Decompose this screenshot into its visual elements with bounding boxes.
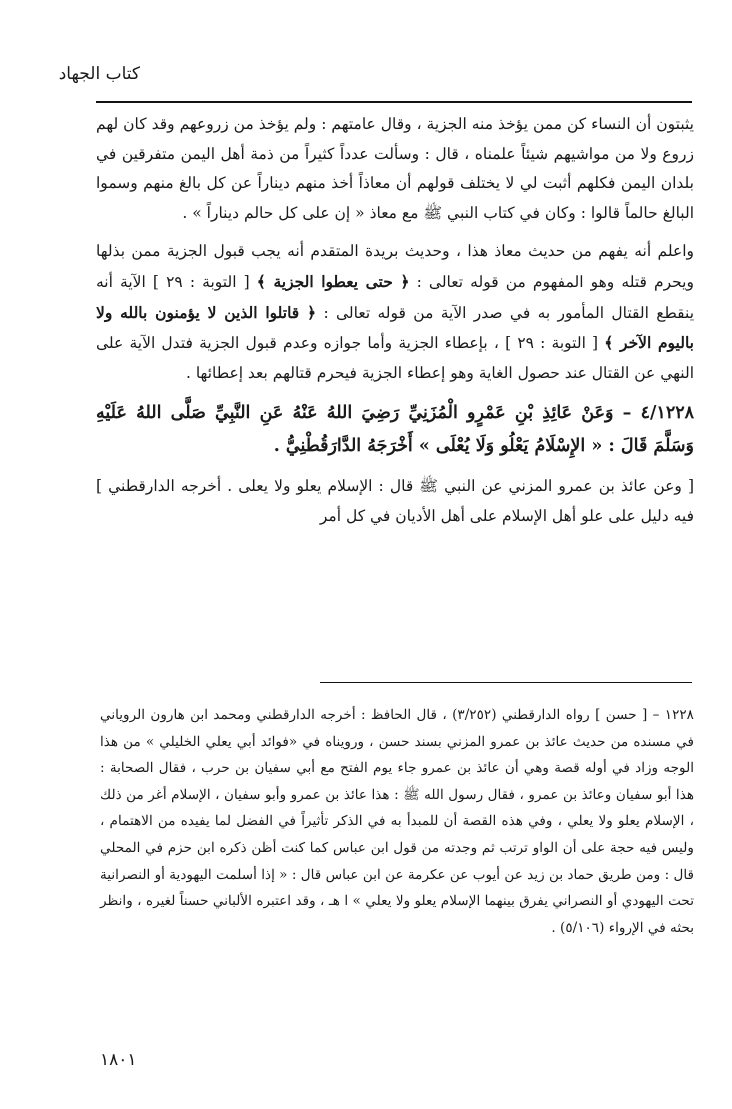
hadith-number: ٤/١٢٢٨ — [640, 403, 695, 424]
footnote-separator — [320, 682, 692, 683]
header-rule — [96, 101, 692, 103]
paragraph-commentary-3: [ وعن عائذ بن عمرو المزني عن النبي ﷺ قال : الإسلام يعلو ولا يعلى . أخرجه الدارقطني ] فيه دليل على علو أهل الإسلام على أهل الأديان في كل أمر — [96, 477, 694, 525]
main-text — [96, 110, 694, 532]
commentary-text: [ التوبة : ٢٩ ] ، بإعطاء الجزية وأما جوازه وعدم قبول الجزية فتدل الآية على النهي عن القتال عند حصول الغاية وهو إعطاء الجزية فيحرم قتالهم بعد إعطائها . — [96, 334, 694, 382]
hadith-matn: – وَعَنْ عَائِذِ بْنِ عَمْرٍو الْمُزَنِيِّ رَضِيَ اللهُ عَنْهُ عَنِ النَّبِيِّ صَلَّى اللهُ عَلَيْهِ وَسَلَّمَ قَالَ : « الإِسْلَامُ يَعْلُو وَلَا يُعْلَى » أَخْرَجَهُ الدَّارَقُطْنِيُّ . — [96, 403, 694, 457]
hadith-text-block — [96, 397, 694, 463]
quran-verse: ﴿ قاتلوا الذين لا يؤمنون بالله ولا باليوم الآخر ﴾ — [96, 302, 694, 353]
footnote-block — [100, 702, 694, 941]
paragraph-commentary-2 — [96, 237, 694, 388]
footnote-text: ١٢٢٨ – [ حسن ] رواه الدارقطني (٣/٢٥٢) ، قال الحافظ : أخرجه الدارقطني ومحمد ابن هارون الروياني في مسنده من حديث عائذ بن عمرو المزني بسند حسن ، ورويناه في «فوائد أبي يعلي الخليلي » من هذا الوجه وزاد في أوله قصة وهي أن عائذ بن عمرو جاء يوم الفتح مع أبي سفيان بن حرب ، فقال الصحابة : هذا أبو سفيان وعائذ بن عمرو ، فقال رسول الله ﷺ : هذا عائذ بن عمرو وأبو سفيان ، الإسلام أغر من ذلك ، الإسلام يعلو ولا يعلي ، وفي هذه القصة أن للمبدأ به في الذكر تأثيراً في الفضل لما يفيده من الاهتمام ، وليس فيه حجة على أن الواو ترتب ثم وجدته من قول ابن عباس كما كنت أظن ذكره ابن حزم في المحلي قال : ومن طريق حماد بن زيد عن أيوب عن عكرمة عن ابن عباس قال : « إذا أسلمت اليهودية أو النصرانية تحت اليهودي أو النصراني يفرق بينهما الإسلام يعلو ولا يعلي » ا هـ ، وقد اعتبره الألباني حسناً لغيره ، وانظر بحثه في الإرواء (٥/١٠٦) . — [100, 707, 694, 936]
commentary-text: واعلم أنه يفهم من حديث معاذ هذا ، وحديث بريدة المتقدم أنه يجب قبول الجزية ممن بذلها ويحرم قتله وهو المفهوم من قوله تعالى : — [96, 242, 694, 291]
quran-verse: ﴿ حتى يعطوا الجزية ﴾ — [256, 271, 410, 291]
page-number: ١٨٠١ — [100, 1050, 137, 1070]
running-header-title: كتاب الجهاد — [58, 64, 140, 84]
paragraph-commentary-1: يثبتون أن النساء كن ممن يؤخذ منه الجزية ، وقال عامتهم : ولم يؤخذ من زروعهم وقد كان لهم زروع ولا من مواشيهم شيئاً علمناه ، قال : وسألت عدداً كثيراً من ذمة أهل اليمن متفرقين في بلدان اليمن فكلهم أثبت لي لا يختلف قولهم أن معاذاً أخذ منهم ديناراً عن كل بالغ منهم وسموا البالغ حالماً قالوا : وكان في كتاب النبي ﷺ مع معاذ « إن على كل حالم ديناراً » . — [96, 115, 694, 222]
commentary-text: [ التوبة : ٢٩ ] الآية أنه ينقطع القتال المأمور به في صدر الآية من قوله تعالى : — [96, 272, 695, 322]
